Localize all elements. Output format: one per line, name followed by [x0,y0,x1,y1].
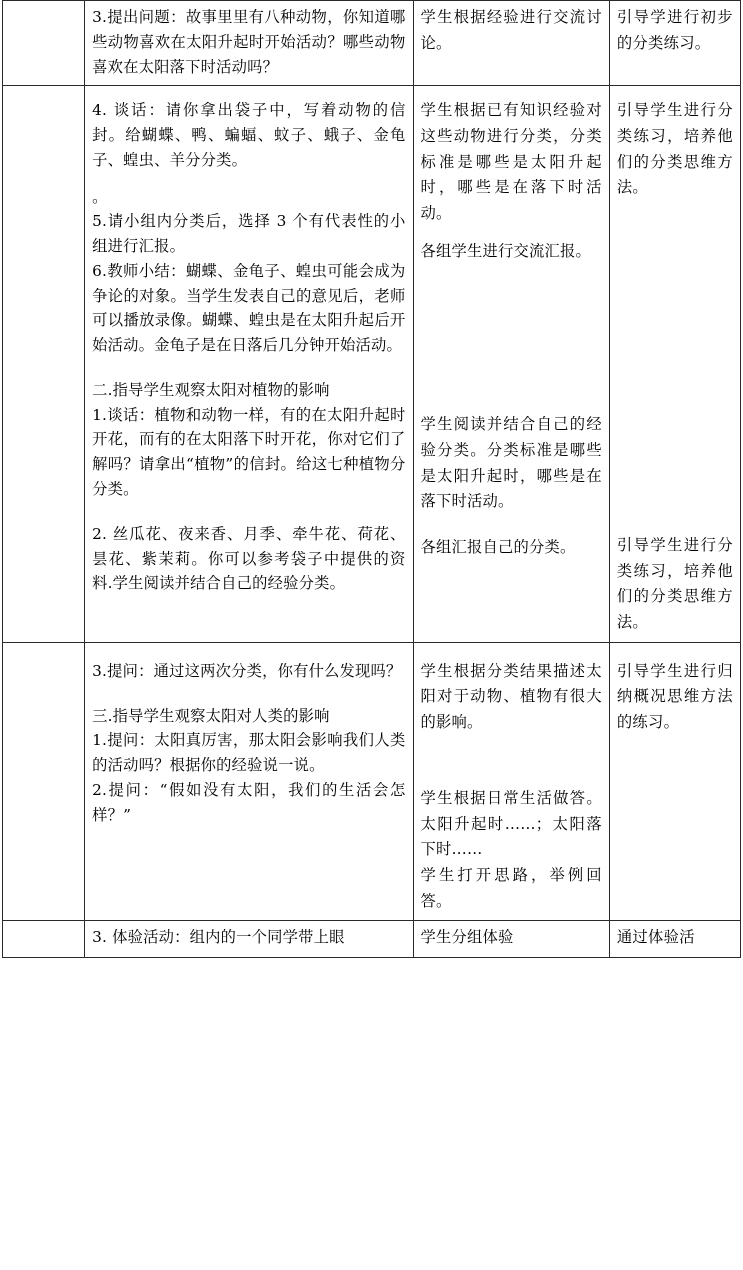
paragraph: 3. 体验活动：组内的一个同学带上眼 [92,928,345,947]
row-label-cell [3,86,85,643]
paragraph: 引导学生进行分类练习，培养他们的分类思维方法。 [616,536,733,632]
section-heading: 二.指导学生观察太阳对植物的影响 [92,380,330,399]
paragraph: 通过体验活 [616,928,695,947]
table-row [3,921,741,958]
row-label-cell [3,1,85,86]
table-row [3,86,741,643]
teaching-process-cell [85,1,413,86]
section-heading: 三.指导学生观察太阳对人类的影响 [92,706,330,725]
paragraph: 各组学生进行交流汇报。 [420,241,592,260]
paragraph: 1.谈话：植物和动物一样，有的在太阳升起时开花，而有的在太阳落下时开花，你对它们了解吗？请拿出“植物”的信封。给这七种植物分分类。 [92,405,406,499]
design-intent-cell [609,642,740,921]
design-intent-cell [609,1,740,86]
paragraph: 引导学生进行归纳概况思维方法的练习。 [616,661,733,732]
teaching-process-cell [85,921,413,958]
paragraph: 学生根据日常生活做答。太阳升起时……；太阳落下时…… [420,788,602,859]
student-activity-cell [413,921,609,958]
paragraph: 4. 谈话：请你拿出袋子中，写着动物的信封。给蝴蝶、鸭、蝙蝠、蚊子、蛾子、金龟子、蝗虫、羊分分类。 [92,101,406,169]
paragraph: 引导学进行初步的分类练习。 [616,8,733,52]
student-activity-cell [413,642,609,921]
teaching-process-cell [85,642,413,921]
table-row [3,1,741,86]
teaching-process-cell [85,86,413,643]
table-row [3,642,741,921]
student-activity-cell [413,86,609,643]
paragraph: 5.请小组内分类后，选择 3 个有代表性的小组进行汇报。 [92,212,406,256]
paragraph: 学生分组体验 [420,928,514,947]
paragraph: 6.教师小结：蝴蝶、金龟子、蝗虫可能会成为争论的对象。当学生发表自己的意见后，老师可以播放录像。蝴蝶、蝗虫是在太阳升起后开始活动。金龟子是在日落后几分钟开始活动。 [92,261,406,355]
student-activity-cell [413,1,609,86]
paragraph: 学生根据已有知识经验对这些动物进行分类，分类标准是哪些是太阳升起时，哪些是在落下时活动。 [420,101,602,223]
design-intent-cell [609,921,740,958]
row-label-cell [3,921,85,958]
row-label-cell [3,642,85,921]
paragraph: 各组汇报自己的分类。 [420,538,576,557]
paragraph: 2.提问：“假如没有太阳，我们的生活会怎样？” [92,780,406,824]
paragraph: 2. 丝瓜花、夜来香、月季、牵牛花、荷花、昙花、紫茉莉。你可以参考袋子中提供的资料.学生阅读并结合自己的经验分类。 [92,524,406,593]
paragraph: 引导学生进行分类练习，培养他们的分类思维方法。 [616,101,733,197]
lesson-plan-table [2,0,741,958]
paragraph: 1.提问：太阳真厉害，那太阳会影响我们人类的活动吗？根据你的经验说一说。 [92,731,406,775]
paragraph: 3.提问：通过这两次分类，你有什么发现吗？ [92,661,402,680]
paragraph: 学生打开思路，举例回答。 [420,865,602,910]
paragraph: 。 [92,187,108,206]
paragraph: 学生根据分类结果描述太阳对于动物、植物有很大的影响。 [420,661,602,732]
design-intent-cell [609,86,740,643]
paragraph: 3.提出问题：故事里里有八种动物，你知道哪些动物喜欢在太阳升起时开始活动？哪些动物喜欢在太阳落下时活动吗？ [92,8,406,76]
paragraph: 学生根据经验进行交流讨论。 [420,8,602,52]
paragraph: 学生阅读并结合自己的经验分类。分类标准是哪些是太阳升起时，哪些是在落下时活动。 [420,415,602,511]
